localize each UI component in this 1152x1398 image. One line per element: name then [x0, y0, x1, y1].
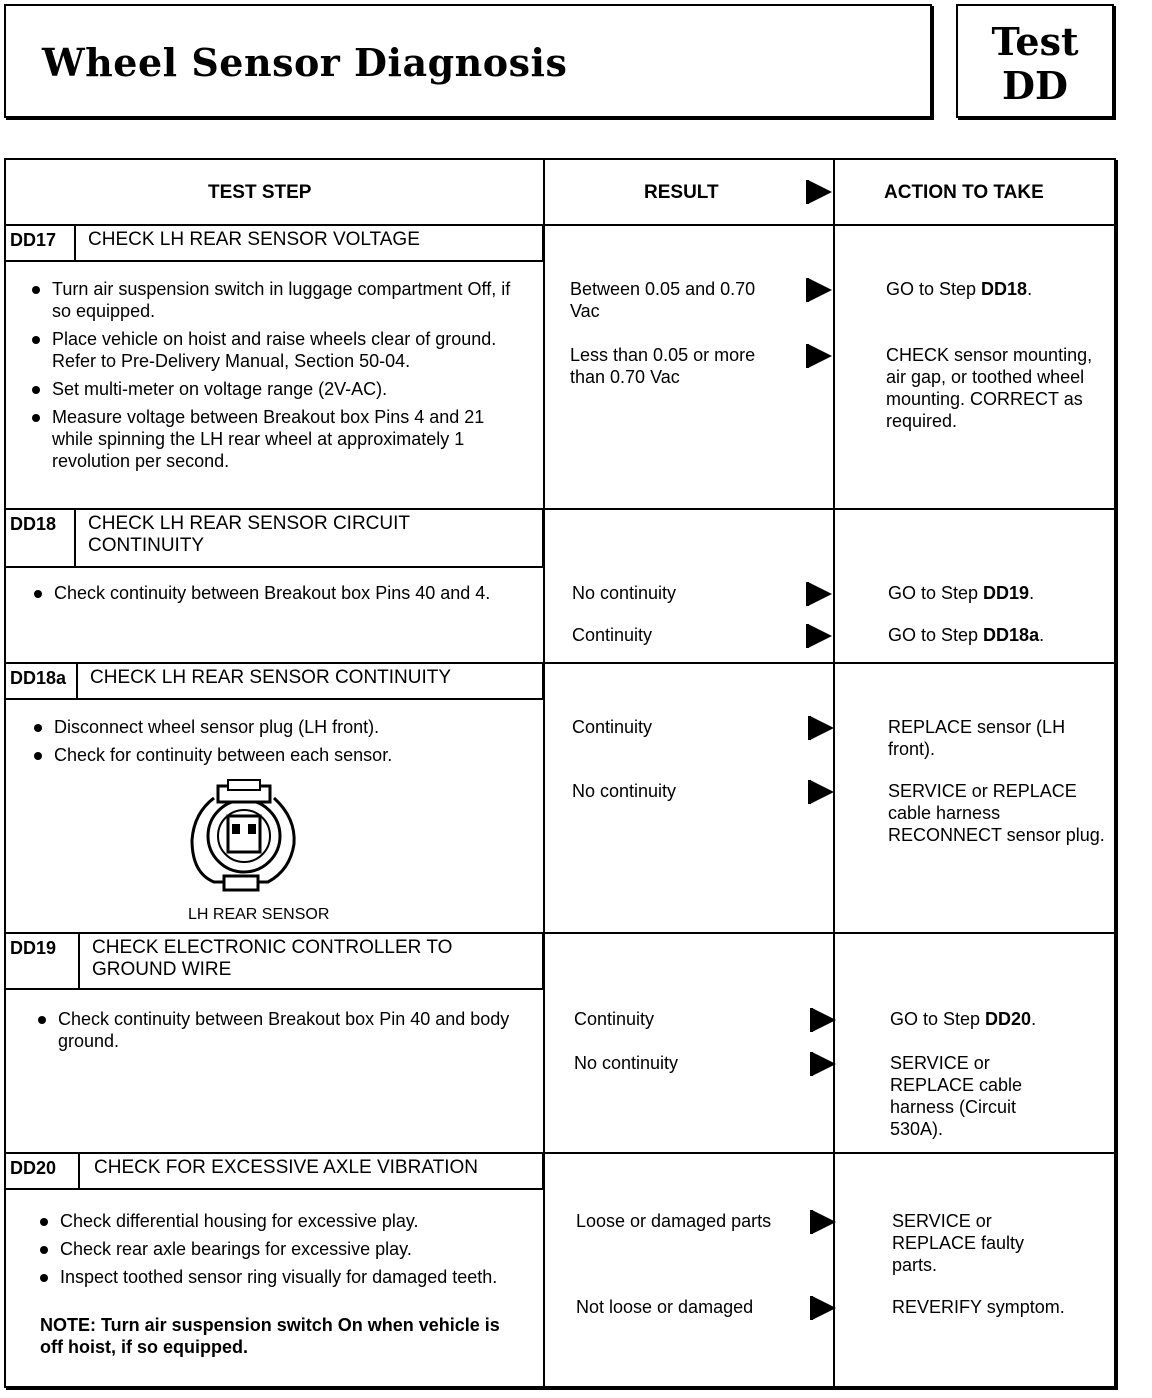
result-arrow-icon: [810, 716, 834, 740]
step-dd19: [6, 934, 1114, 1152]
action-text: GO to Step DD19.: [888, 583, 1035, 603]
step-instructions: [30, 582, 530, 610]
bullet-icon: [38, 1016, 46, 1024]
action-text: REVERIFY symptom.: [892, 1297, 1065, 1317]
list-item: Disconnect wheel sensor plug (LH front).: [30, 716, 530, 738]
action-text: REPLACE sensor (LH front).: [888, 717, 1066, 759]
result-text: No continuity: [572, 781, 677, 801]
step-header: [6, 510, 544, 568]
step-title: CHECK LH REAR SENSOR CIRCUIT CONTINUITY: [88, 513, 410, 556]
step-header: [6, 664, 544, 700]
header-test-step: TEST STEP: [208, 182, 312, 203]
bullet-icon: [34, 724, 42, 732]
result-arrow-icon: [812, 1052, 836, 1076]
result-text: No continuity: [574, 1053, 679, 1073]
bullet-icon: [34, 590, 42, 598]
result-text: Continuity: [572, 625, 653, 645]
header-arrow-icon: [808, 180, 832, 204]
bullet-icon: [32, 386, 40, 394]
list-item: Check for continuity between each sensor.: [30, 744, 530, 766]
sensor-connector-diagram: [184, 778, 304, 898]
result-arrow-icon: [812, 1296, 836, 1320]
header-result: RESULT: [644, 182, 719, 203]
result-text: Continuity: [574, 1009, 655, 1029]
result-text: No continuity: [572, 583, 677, 603]
list-item: Set multi-meter on voltage range (2V-AC).: [28, 378, 528, 400]
step-dd18a: [6, 664, 1114, 932]
result-arrow-icon: [808, 582, 832, 606]
action-text: SERVICE or REPLACE cable harness RECONNECT sensor plug.: [888, 781, 1105, 845]
bullet-icon: [40, 1274, 48, 1282]
action-text: GO to Step DD18a.: [888, 625, 1045, 645]
action-text: SERVICE or REPLACE faulty parts.: [892, 1211, 1025, 1275]
action-text: SERVICE or REPLACE cable harness (Circuit 530A).: [890, 1053, 1023, 1139]
step-id: DD18a: [6, 664, 78, 698]
bullet-icon: [40, 1218, 48, 1226]
test-label: Test: [991, 19, 1079, 64]
bullet-icon: [34, 752, 42, 760]
result-text: Loose or damaged parts: [576, 1211, 772, 1231]
action-text: CHECK sensor mounting, air gap, or toothed wheel mounting. CORRECT as required.: [886, 345, 1093, 431]
step-dd17: [6, 226, 1114, 508]
step-title: CHECK FOR EXCESSIVE AXLE VIBRATION: [94, 1157, 478, 1178]
step-instructions: [30, 716, 530, 772]
step-id: DD19: [6, 934, 80, 988]
table-header: [6, 160, 1114, 226]
step-header: [6, 226, 544, 262]
step-instructions: [36, 1210, 536, 1294]
result-arrow-icon: [810, 780, 834, 804]
step-instructions: [28, 278, 528, 478]
list-item: Measure voltage between Breakout box Pins 4 and 21 while spinning the LH rear wheel at approximately 1 revolution per second.: [28, 406, 528, 472]
result-arrow-icon: [808, 624, 832, 648]
step-id: DD18: [6, 510, 76, 566]
bullet-icon: [40, 1246, 48, 1254]
action-text: GO to Step DD18.: [886, 279, 1033, 299]
step-instructions: [34, 1008, 534, 1058]
header-action: ACTION TO TAKE: [884, 182, 1044, 203]
result-arrow-icon: [812, 1210, 836, 1234]
test-code: DD: [1002, 63, 1068, 108]
result-arrow-icon: [812, 1008, 836, 1032]
test-id-box: [956, 4, 1114, 118]
result-arrow-icon: [808, 344, 832, 368]
action-text: GO to Step DD20.: [890, 1009, 1037, 1029]
diagram-caption: LH REAR SENSOR: [188, 906, 330, 923]
list-item: Inspect toothed sensor ring visually for damaged teeth.: [36, 1266, 536, 1288]
list-item: Check differential housing for excessive play.: [36, 1210, 536, 1232]
list-item: Turn air suspension switch in luggage compartment Off, if so equipped.: [28, 278, 528, 322]
list-item: Check continuity between Breakout box Pins 40 and 4.: [30, 582, 530, 604]
step-dd18: [6, 510, 1114, 662]
step-id: DD17: [6, 226, 76, 260]
bullet-icon: [32, 336, 40, 344]
step-dd20: [6, 1154, 1114, 1386]
bullet-icon: [32, 414, 40, 422]
result-arrow-icon: [808, 278, 832, 302]
step-id: DD20: [6, 1154, 80, 1188]
page-title: Wheel Sensor Diagnosis: [42, 40, 568, 85]
bullet-icon: [32, 286, 40, 294]
step-title: CHECK ELECTRONIC CONTROLLER TO GROUND WIRE: [92, 937, 453, 980]
list-item: Check rear axle bearings for excessive play.: [36, 1238, 536, 1260]
diagnosis-table: [4, 158, 1116, 1388]
step-header: [6, 1154, 544, 1190]
list-item: Check continuity between Breakout box Pin 40 and body ground.: [34, 1008, 534, 1052]
result-text: Less than 0.05 or more than 0.70 Vac: [570, 345, 756, 387]
list-item: Place vehicle on hoist and raise wheels clear of ground. Refer to Pre-Delivery Manual, Section 50-04.: [28, 328, 528, 372]
result-text: Between 0.05 and 0.70 Vac: [570, 279, 756, 321]
result-text: Continuity: [572, 717, 653, 737]
step-title: CHECK LH REAR SENSOR CONTINUITY: [90, 667, 452, 688]
step-header: [6, 934, 544, 990]
step-title: CHECK LH REAR SENSOR VOLTAGE: [88, 229, 420, 250]
step-note: NOTE: Turn air suspension switch On when vehicle is off hoist, if so equipped.: [40, 1315, 500, 1357]
title-box: [4, 4, 932, 118]
result-text: Not loose or damaged: [576, 1297, 754, 1317]
